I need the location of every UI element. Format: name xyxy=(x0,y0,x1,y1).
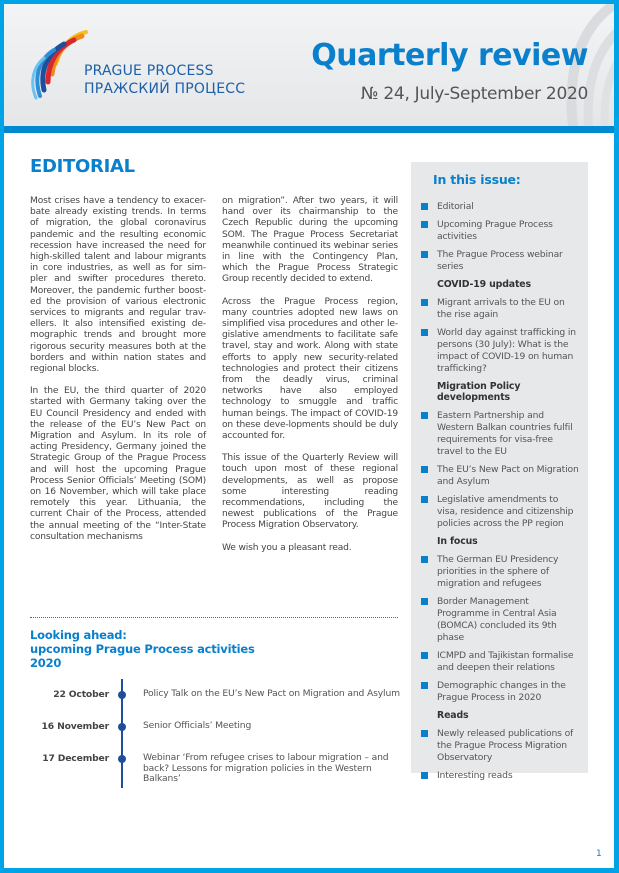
event-date: 17 December xyxy=(42,753,109,764)
publication-title: Quarterly review xyxy=(311,38,588,73)
toc-item-label: Border Management Programme in Central Asia (BOMCA) concluded its 9th phase xyxy=(437,596,557,643)
toc-section-heading: Reads xyxy=(437,710,469,721)
editorial-paragraph: This issue of the Quarterly Review will touch upon most of these regional developments, as well as propose some interesting reading recommendations, including the newest publications of the Prague Process Migration Observatory. xyxy=(222,453,398,531)
toc-item-label: The EU’s New Pact on Migration and Asylum xyxy=(437,464,579,487)
toc-item[interactable] xyxy=(421,464,580,488)
toc-item[interactable] xyxy=(421,327,580,375)
editorial-paragraph: We wish you a pleasant read. xyxy=(222,542,352,553)
editorial-paragraph: on migration”. After two years, it will hand over its chairmanship to the Czech Republic during the upcoming SOM. The Prague Process Secretariat meanwhile continued its webinar series in line with the Contingency Plan, which the Prague Process Strategic Group recently decided to extend. xyxy=(222,196,398,285)
toc-item[interactable] xyxy=(421,596,580,644)
square-bullet-icon xyxy=(421,221,428,228)
header-divider-bar xyxy=(4,126,614,133)
square-bullet-icon xyxy=(421,730,428,737)
toc-item-label: The German EU Presidency priorities in the sphere of migration and refugees xyxy=(437,554,559,589)
event-description: Policy Talk on the EU’s New Pact on Migration and Asylum xyxy=(143,688,400,699)
toc-item-label: Editorial xyxy=(437,201,474,212)
header-banner xyxy=(4,4,614,126)
in-this-issue-sidebar xyxy=(411,162,588,781)
editorial-column-2 xyxy=(222,196,398,565)
looking-ahead-title-line: 2020 xyxy=(30,656,62,670)
toc-item-label: ICMPD and Tajikistan formalise and deepen their relations xyxy=(437,650,574,673)
event-date: 22 October xyxy=(53,689,109,700)
toc-item[interactable] xyxy=(421,728,580,764)
table-of-contents xyxy=(421,201,580,782)
toc-item[interactable] xyxy=(421,410,580,458)
toc-item[interactable] xyxy=(421,219,580,243)
square-bullet-icon xyxy=(421,251,428,258)
toc-item[interactable] xyxy=(421,680,580,704)
looking-ahead-title-line: Looking ahead: xyxy=(30,628,127,642)
editorial-body xyxy=(30,196,398,565)
page-number: 1 xyxy=(596,849,602,859)
square-bullet-icon xyxy=(421,556,428,563)
event-description: Webinar ‘From refugee crises to labour migration – and back? Lessons for migration policies in the Western Balkans’ xyxy=(143,752,389,784)
toc-item-label: Demographic changes in the Prague Process in 2020 xyxy=(437,680,566,703)
toc-item-label: Eastern Partnership and Western Balkan countries fulfil requirements for visa-free travel to the EU xyxy=(437,410,573,457)
section-divider xyxy=(30,617,398,618)
toc-item-label: World day against trafficking in persons (30 July): What is the impact of COVID-19 on human trafficking? xyxy=(437,327,576,374)
square-bullet-icon xyxy=(421,772,428,779)
square-bullet-icon xyxy=(421,682,428,689)
toc-item[interactable] xyxy=(421,249,580,273)
event-date: 16 November xyxy=(41,721,109,732)
sidebar-title: In this issue: xyxy=(433,172,521,187)
toc-item-label: Legislative amendments to visa, residence and citizenship policies across the PP region xyxy=(437,494,574,529)
looking-ahead-heading xyxy=(30,628,255,670)
timeline-dot-icon xyxy=(118,755,126,763)
toc-item[interactable] xyxy=(421,494,580,530)
editorial-column-1 xyxy=(30,196,206,565)
event-description: Senior Officials’ Meeting xyxy=(143,720,252,731)
toc-item-label: Migrant arrivals to the EU on the rise again xyxy=(437,297,565,320)
square-bullet-icon xyxy=(421,329,428,336)
editorial-paragraph: Most crises have a tendency to exacer-bate already existing trends. In terms of migration, the global coronavirus pandemic and the resulting economic recession have increased the need for high-skilled talent and labour migrants in core industries, as well as for sim-pler and swifter procedures thereto. Moreover, the pandemic further boost-ed the provision of various electronic services to migrants and regular trav-ellers. It also intensified existing de-mographic trends and brought more rigorous security measures both at the borders and within nation states and regional blocks. xyxy=(30,196,206,375)
square-bullet-icon xyxy=(421,299,428,306)
timeline-dot-icon xyxy=(118,723,126,731)
square-bullet-icon xyxy=(421,412,428,419)
toc-item-label: The Prague Process webinar series xyxy=(437,249,563,272)
square-bullet-icon xyxy=(421,598,428,605)
square-bullet-icon xyxy=(421,203,428,210)
toc-section-heading: Migration Policy developments xyxy=(437,381,521,403)
prague-process-logo-icon xyxy=(30,30,90,102)
toc-item[interactable] xyxy=(421,770,580,782)
logo-text xyxy=(84,62,245,98)
toc-item-label: Interesting reads xyxy=(437,770,513,781)
issue-number: № 24, July-September 2020 xyxy=(360,84,588,104)
toc-section-heading: COVID-19 updates xyxy=(437,279,531,290)
square-bullet-icon xyxy=(421,496,428,503)
timeline-dot-icon xyxy=(118,691,126,699)
toc-section-heading: In focus xyxy=(437,536,478,547)
editorial-heading: EDITORIAL xyxy=(30,156,135,177)
toc-item[interactable] xyxy=(421,650,580,674)
square-bullet-icon xyxy=(421,652,428,659)
editorial-paragraph: In the EU, the third quarter of 2020 started with Germany taking over the EU Council Presidency and ended with the release of the EU’s New Pact on Migration and Asylum. In its role of acting Presidency, Germany joined the Strategic Group of the Prague Process and will host the upcoming Prague Process Senior Officials’ Meeting (SOM) on 16 November, which will take place remotely this year. Lithuania, the current Chair of the Process, attended the annual meeting of the “Inter-State consultation mechanisms xyxy=(30,386,206,542)
square-bullet-icon xyxy=(421,466,428,473)
looking-ahead-title-line: upcoming Prague Process activities xyxy=(30,642,255,656)
toc-item[interactable] xyxy=(421,297,580,321)
logo-line-cyrillic: ПРАЖСКИЙ ПРОЦЕСС xyxy=(84,81,246,97)
toc-item-label: Upcoming Prague Process activities xyxy=(437,219,553,242)
toc-item-label: Newly released publications of the Prague Process Migration Observatory xyxy=(437,728,574,763)
toc-item[interactable] xyxy=(421,201,580,213)
toc-item[interactable] xyxy=(421,554,580,590)
editorial-paragraph: Across the Prague Process region, many countries adopted new laws on simplified visa procedures and other le-gislative amendments to facilitate safe travel, stay and work. Along with state efforts to apply new security-related technologies and protect their citizens from the deadly virus, criminal networks have also employed technology to smuggle and traffic human beings. The impact of COVID-19 on these deve-lopments should be duly accounted for. xyxy=(222,296,398,442)
logo-line-latin: PRAGUE PROCESS xyxy=(84,63,214,79)
